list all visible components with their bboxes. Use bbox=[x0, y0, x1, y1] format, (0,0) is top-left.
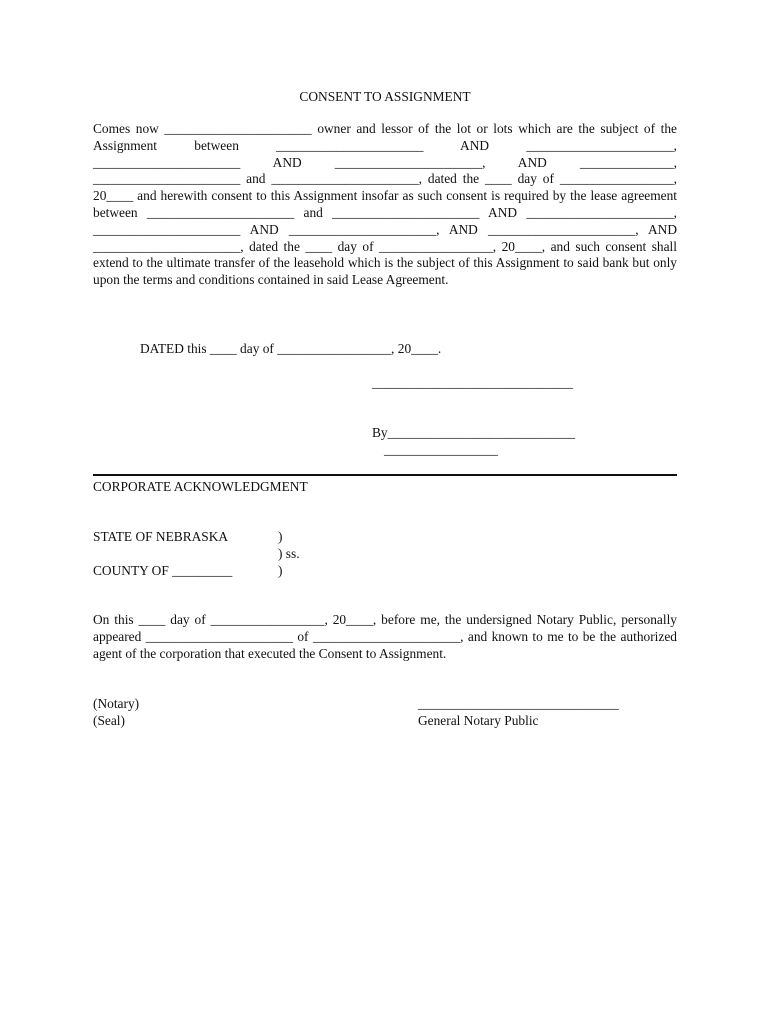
document-title: CONSENT TO ASSIGNMENT bbox=[299, 89, 471, 104]
signer-title-line: _________________ bbox=[384, 442, 498, 457]
dated-line: DATED this ____ day of _________________, 20____. bbox=[140, 341, 442, 356]
consent-body-paragraph: Comes now ______________________ owner and lessor of the lot or lots which are the subject of the Assignment between ______________________ AND ______________________, ______________________ AND ______________________, AND ______________, ______________________ and ______________________, dated the ____ day of _________________, 20____ and herewith consent to this Assignment insofar as such consent is required by the lease agreement between ______________________ and ______________________ AND ______________________, ______________________ AND ______________________, AND ______________________, AND ______________________, dated the ____ day of _________________, 20____, and such consent shall extend to the ultimate transfer of the leasehold which is the subject of this Assignment to said bank but only upon the terms and conditions contained in said Lease Agreement. bbox=[93, 121, 677, 288]
seal-label: (Seal) bbox=[93, 713, 125, 728]
acknowledgment-paragraph: On this ____ day of _________________, 20____, before me, the undersigned Notary Public, personally appeared ______________________ of ______________________, and known to me to be the authorized agent of the corporation that executed the Consent to Assignment. bbox=[93, 612, 677, 661]
signature-line: ______________________________ bbox=[372, 375, 573, 390]
by-signature-line: By____________________________ bbox=[372, 425, 576, 440]
acknowledgment-heading: CORPORATE ACKNOWLEDGMENT bbox=[93, 479, 308, 494]
notary-title: General Notary Public bbox=[418, 713, 539, 728]
section-divider bbox=[93, 474, 677, 476]
notary-signature-line: ______________________________ bbox=[418, 696, 619, 711]
venue-bracket-bottom: ) bbox=[278, 563, 283, 578]
venue-county: COUNTY OF _________ bbox=[93, 563, 233, 578]
venue-state: STATE OF NEBRASKA bbox=[93, 529, 229, 544]
notary-label: (Notary) bbox=[93, 696, 140, 711]
venue-bracket-top: ) bbox=[278, 529, 283, 544]
venue-ss: ) ss. bbox=[278, 546, 300, 561]
